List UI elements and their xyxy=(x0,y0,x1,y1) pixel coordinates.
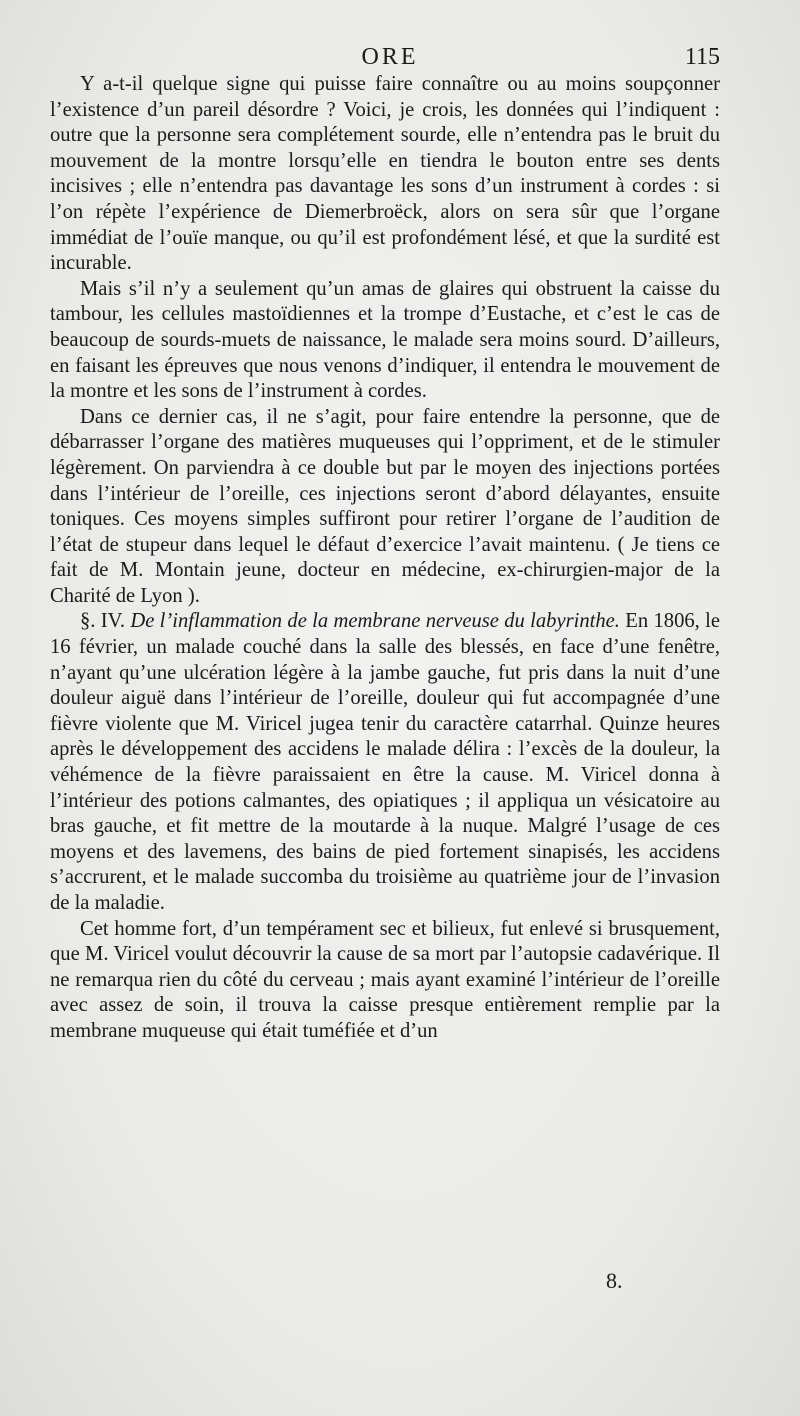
paragraph-autopsy: Cet homme fort, d’un tempérament sec et bilieux, fut enlevé si brusquement, que M. Viricel voulut découvrir la cause de sa mort par l’autopsie cadavérique. Il ne remarqua rien du côté du cerveau ; mais ayant examiné l’intérieur de l’oreille avec assez de soin, il trouva la caisse presque entièrement remplie par la membrane muqueuse qui était tuméfiée et d’un xyxy=(50,917,720,1042)
signature-mark: 8. xyxy=(606,1268,623,1293)
paragraph-glaires: Mais s’il n’y a seulement qu’un amas de glaires qui obstruent la caisse du tambour, les cellules mastoïdiennes et la trompe d’Eustache, et c’est le cas de beaucoup de sourds-muets de naissance, le malade sera moins sourd. D’ailleurs, en faisant les épreuves que nous venons d’indiquer, il entendra le mouvement de la montre et les sons de l’instrument à cordes. xyxy=(50,277,720,403)
paragraph-signs-of-disorder: Y a-t-il quelque signe qui puisse faire connaître ou au moins soupçonner l’existence d’un pareil désordre ? Voici, je crois, les données qui l’indiquent : outre que la personne sera complétement sourde, elle n’entendra pas le bruit du mouvement de la montre lorsqu’elle en tiendra le bouton entre ses dents incisives ; elle n’entendra pas davantage les sons d’un instrument à cordes : si l’on répète l’expérience de Diemerbroëck, alors on sera sûr que l’organe immédiat de l’ouïe manque, ou qu’il est profondément lésé, et que la surdité est incurable. xyxy=(50,73,720,275)
section-iv-paragraph xyxy=(50,609,720,916)
page-header xyxy=(60,44,720,74)
paragraph-treatment: Dans ce dernier cas, il ne s’agit, pour faire entendre la personne, que de débarrasser l’organe des matières muqueuses qui l’oppriment, et de le stimuler légèrement. On parviendra à ce double but par le moyen des injections portées dans l’intérieur de l’oreille, ces injections seront d’abord délayantes, ensuite toniques. Ces moyens simples suffiront pour retirer l’organe de l’audition de l’état de stupeur dans lequel le défaut d’exercice l’avait maintenu. ( Je tiens ce fait de M. Montain jeune, docteur en médecine, ex-chirurgien-major de la Charité de Lyon ). xyxy=(50,405,720,607)
running-head: ORE xyxy=(361,44,419,70)
section-text: En 1806, le 16 février, un malade couché dans la salle des blessés, en face d’une fenêtre, n’ayant qu’une ulcération légère à la jambe gauche, fut pris dans la nuit d’une douleur aiguë dans l’intérieur de l’oreille, douleur qui fut accompagnée d’une fièvre violente que M. Viricel jugea tenir du caractère catarrhal. Quinze heures après le développement des accidens le malade délira : l’excès de la douleur, la véhémence de la fièvre paraissaient en être la cause. M. Viricel donna à l’intérieur des potions calmantes, des opiatiques ; il appliqua un vésicatoire au bras gauche, et fit mettre de la moutarde à la nuque. Malgré l’usage de ces moyens et des lavemens, des bains de pied fortement sinapisés, les accidens s’accrurent, et le malade succomba du troisième au quatrième jour de l’invasion de la maladie. xyxy=(50,610,720,914)
section-number: §. IV. xyxy=(80,610,125,633)
page-number: 115 xyxy=(684,44,720,70)
section-title: De l’inflammation de la membrane nerveuse du labyrinthe. xyxy=(130,610,620,633)
body-text xyxy=(50,72,720,1045)
